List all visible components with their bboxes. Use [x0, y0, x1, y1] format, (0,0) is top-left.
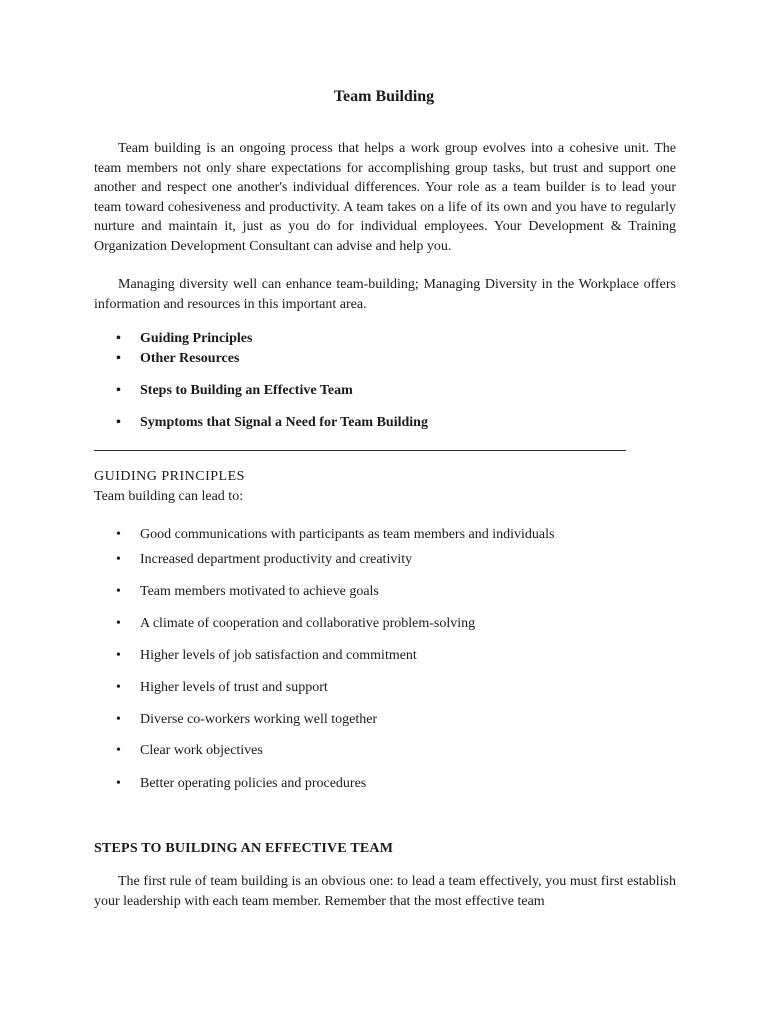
bullet-icon: •: [116, 743, 121, 758]
intro-paragraph-1: Team building is an ongoing process that helps a work group evolves into a cohesive unit. The team members not only share expectations for accomplishing group tasks, but trust and support one another and respect one another's individual differences. Your role as a team builder is to lead your team toward cohesiveness and productivity. A team takes on a life of its own and you have to regularly nurture and maintain it, just as you do for individual employees. Your Development & Training Organization Development Consultant can advise and help you.: [94, 141, 676, 254]
list-item-text: A climate of cooperation and collaborative problem-solving: [140, 616, 476, 631]
toc-item-label: Other Resources: [140, 351, 240, 366]
bullet-icon: •: [116, 712, 121, 727]
bullet-icon: •: [116, 680, 121, 695]
bullet-icon: •: [116, 331, 121, 346]
horizontal-divider: [94, 450, 626, 451]
bullet-icon: •: [116, 552, 121, 567]
bullet-icon: •: [116, 415, 121, 430]
list-item-text: Clear work objectives: [140, 743, 263, 758]
bullet-icon: •: [116, 616, 121, 631]
toc-item-label: Guiding Principles: [140, 331, 253, 346]
guiding-principles-heading: GUIDING PRINCIPLES: [94, 469, 245, 484]
document-title: Team Building: [333, 88, 435, 105]
intro-paragraph-2: Managing diversity well can enhance team-building; Managing Diversity in the Workplace offers information and resources in this important area.: [94, 277, 676, 312]
toc-item-label: Symptoms that Signal a Need for Team Building: [140, 415, 428, 430]
list-item-text: Higher levels of job satisfaction and commitment: [140, 648, 417, 663]
steps-heading: STEPS TO BUILDING AN EFFECTIVE TEAM: [94, 841, 394, 856]
bullet-icon: •: [116, 776, 121, 791]
bullet-icon: •: [116, 351, 121, 366]
bullet-icon: •: [116, 527, 121, 542]
list-item-text: Good communications with participants as team members and individuals: [140, 527, 555, 542]
bullet-icon: •: [116, 584, 121, 599]
steps-paragraph: The first rule of team building is an obvious one: to lead a team effectively, you must first establish your leadership with each team member. Remember that the most effective team: [94, 874, 676, 909]
list-item-text: Better operating policies and procedures: [140, 776, 367, 791]
list-item-text: Team members motivated to achieve goals: [140, 584, 379, 599]
list-item-text: Increased department productivity and creativity: [140, 552, 413, 567]
list-item-text: Diverse co-workers working well together: [140, 712, 378, 727]
toc-item-label: Steps to Building an Effective Team: [140, 383, 353, 398]
guiding-principles-lead: Team building can lead to:: [94, 489, 244, 504]
bullet-icon: •: [116, 648, 121, 663]
list-item-text: Higher levels of trust and support: [140, 680, 328, 695]
bullet-icon: •: [116, 383, 121, 398]
